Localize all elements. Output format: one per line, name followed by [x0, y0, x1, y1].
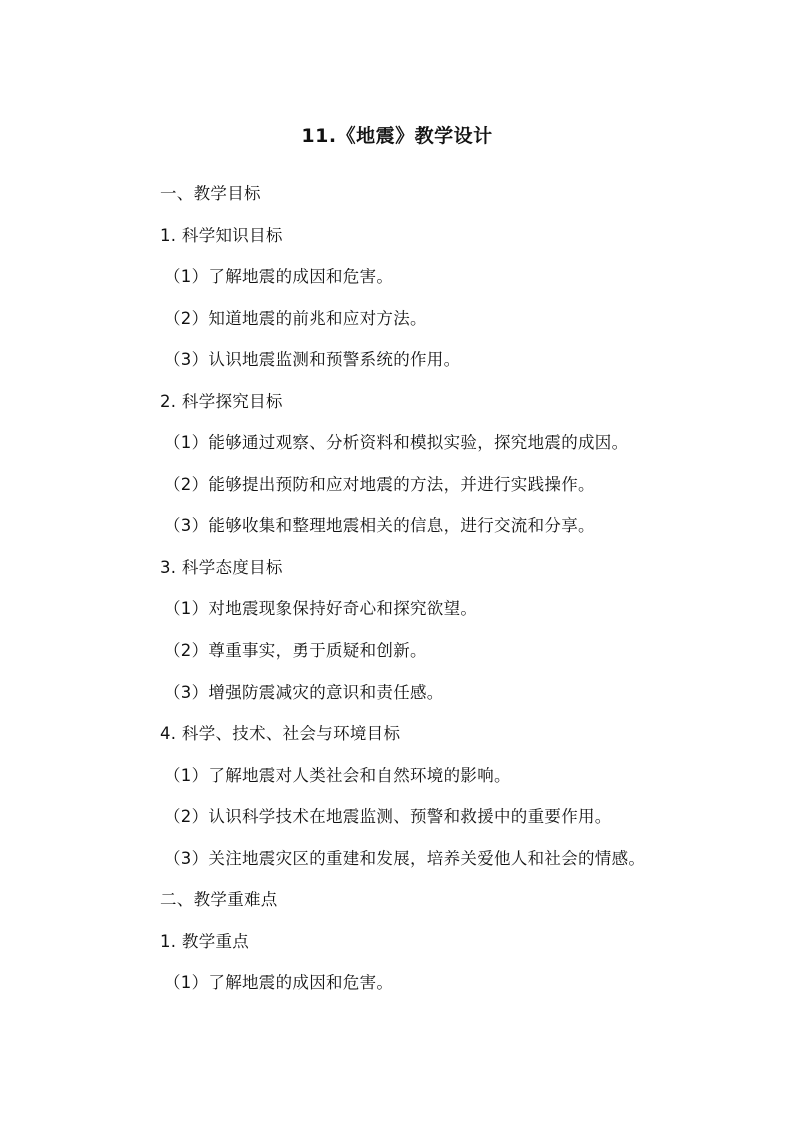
subheading-knowledge-goals: 1. 科学知识目标	[160, 225, 283, 245]
list-item: （3）能够收集和整理地震相关的信息，进行交流和分享。	[164, 516, 595, 536]
list-item: （2）知道地震的前兆和应对方法。	[164, 308, 427, 328]
subheading-teaching-focus: 1. 教学重点	[160, 931, 250, 951]
list-item: （1）对地震现象保持好奇心和探究欲望。	[164, 599, 478, 619]
subheading-inquiry-goals: 2. 科学探究目标	[160, 391, 283, 411]
document-body	[160, 180, 720, 1011]
list-item: （1）能够通过观察、分析资料和模拟实验，探究地震的成因。	[164, 433, 629, 453]
list-item: （3）增强防震减灾的意识和责任感。	[164, 682, 444, 702]
subheading-stse-goals: 4. 科学、技术、社会与环境目标	[160, 724, 401, 744]
list-item: （2）能够提出预防和应对地震的方法，并进行实践操作。	[164, 474, 595, 494]
section-heading-key-points: 二、教学重难点	[160, 890, 278, 910]
subheading-attitude-goals: 3. 科学态度目标	[160, 557, 283, 577]
list-item: （2）尊重事实，勇于质疑和创新。	[164, 641, 427, 661]
list-item: （3）认识地震监测和预警系统的作用。	[164, 350, 461, 370]
list-item: （1）了解地震的成因和危害。	[164, 973, 394, 993]
section-heading-objectives: 一、教学目标	[160, 184, 261, 203]
list-item: （2）认识科学技术在地震监测、预警和救援中的重要作用。	[164, 807, 612, 827]
list-item: （3）关注地震灾区的重建和发展，培养关爱他人和社会的情感。	[164, 848, 646, 868]
document-title: 11.《地震》教学设计	[301, 125, 493, 147]
list-item: （1）了解地震对人类社会和自然环境的影响。	[164, 765, 511, 785]
list-item: （1）了解地震的成因和危害。	[164, 267, 394, 287]
